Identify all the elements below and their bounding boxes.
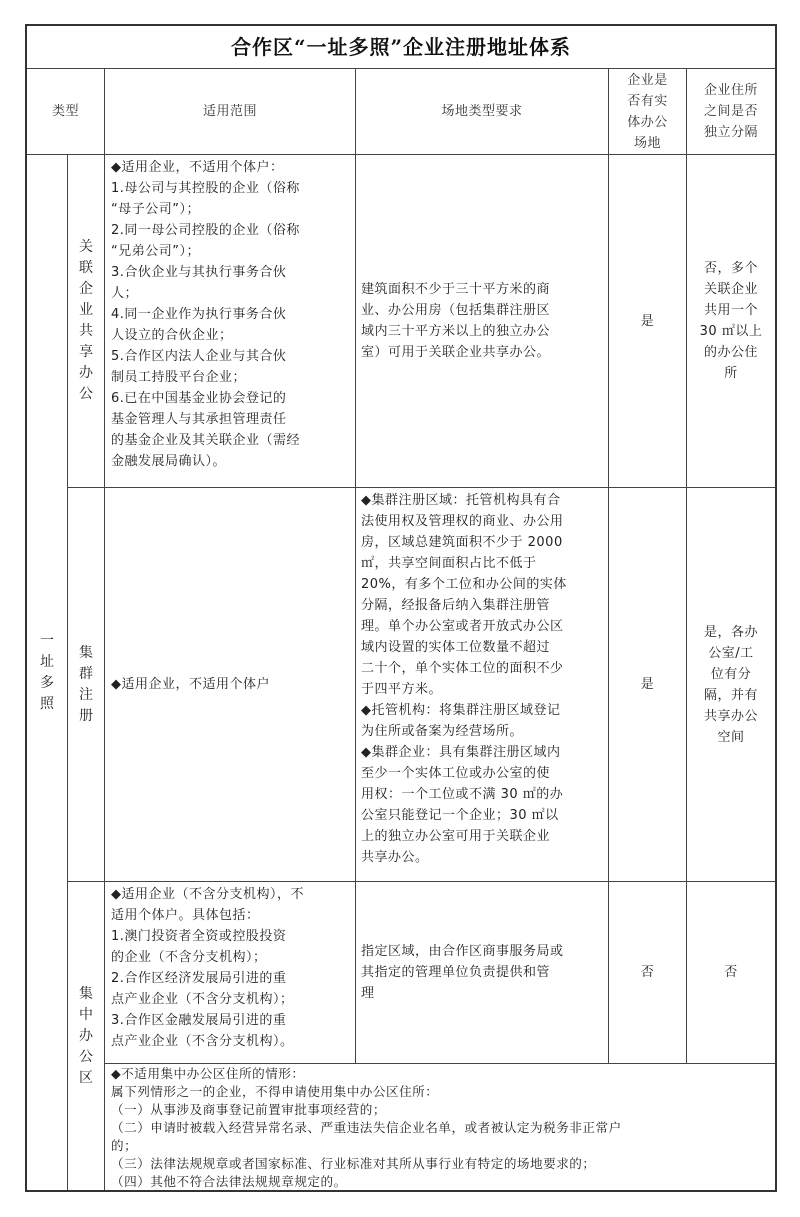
- site-line: 公室只能登记一个企业；30 ㎡以: [361, 808, 559, 823]
- table-title: 合作区“一址多照”企业注册地址体系: [230, 35, 571, 59]
- site-line: 上的独立办公室可用于关联企业: [361, 829, 551, 844]
- separation-line: 隔，并有: [703, 687, 758, 703]
- note-lines: [111, 1065, 771, 1191]
- rule: [104, 68, 105, 1190]
- scope-line: 3.合伙企业与其执行事务合伙: [111, 265, 287, 280]
- site-line: 共享办公。: [361, 850, 429, 865]
- scope-line: 点产业企业（不含分支机构）；: [111, 992, 294, 1007]
- row-site-cell: [361, 882, 607, 1063]
- site-line: 理。单个办公室或者开放式办公区: [361, 619, 564, 634]
- note-line: 属下列情形之一的企业，不得申请使用集中办公区住所：: [111, 1084, 439, 1099]
- row-office-cell: 否: [640, 965, 655, 980]
- site-line: 20%，有多个工位和办公间的实体: [361, 577, 567, 592]
- header-office-line: 体办公: [627, 114, 668, 130]
- site-line: 室）可用于关联企业共享办公。: [361, 345, 551, 360]
- separation-line: 空间: [717, 729, 745, 745]
- row-type-text: 集中办公区: [79, 985, 94, 1086]
- note-cell: [111, 1065, 771, 1191]
- site-line: ◆集群注册区域：托管机构具有合: [361, 493, 561, 508]
- site-line: 为住所或备案为经营场所。: [361, 724, 524, 739]
- scope-line: 的基金企业及其关联企业（需经: [111, 433, 301, 448]
- separation-line: 30 ㎡以上: [699, 324, 763, 339]
- header-sep-line: 独立分隔: [703, 125, 758, 140]
- scope-line: 4.同一企业作为执行事务合伙: [111, 307, 287, 322]
- scope-line: “母子公司”）；: [111, 202, 200, 217]
- group-label: [27, 155, 67, 1190]
- note-line: ◆不适用集中办公区住所的情形：: [111, 1066, 305, 1081]
- scope-line: 基金管理人与其承担管理责任: [111, 412, 287, 427]
- header-separation-lines: [704, 80, 758, 143]
- row-type-text: 关联企业共享办公: [79, 239, 94, 402]
- site-line: 其指定的管理单位负责提供和管: [361, 965, 551, 980]
- site-line: 至少一个实体工位或办公室的使: [361, 766, 551, 781]
- scope-line: 金融发展局确认）。: [111, 454, 227, 469]
- site-line: 用权：一个工位或不满 30 ㎡的办: [361, 787, 564, 802]
- row-site-cell: [361, 490, 607, 868]
- site-line: 分隔，经报备后纳入集群注册管: [361, 598, 551, 613]
- scope-line: “兄弟公司”）；: [111, 244, 200, 259]
- separation-line: 否，多个: [703, 261, 758, 276]
- header-sep-line: 企业住所: [703, 83, 758, 98]
- row-scope-cell: [111, 884, 355, 1052]
- site-line: 房，区域总建筑面积不少于 2000: [361, 535, 563, 550]
- scope-line: 3.合作区金融发展局引进的重: [111, 1013, 287, 1028]
- site-line: 二十个，单个实体工位的面积不少: [361, 661, 564, 676]
- site-line: ㎡，共享空间面积占比不低于: [361, 556, 537, 571]
- separation-line: 关联企业: [703, 282, 758, 297]
- scope-line: 6.已在中国基金业协会登记的: [111, 391, 287, 406]
- group-label-text: 一址多照: [40, 632, 55, 712]
- scope-line: ◆适用企业（不含分支机构），不: [111, 887, 304, 902]
- note-line: （三）法律法规规章或者国家标准、行业标准对其所从事行业有特定的场地要求的；: [111, 1156, 596, 1171]
- row-scope-cell: [111, 488, 355, 881]
- row-separation-lines: [704, 622, 758, 748]
- scope-line: 人；: [111, 286, 139, 301]
- note-line: （一）从事涉及商事登记前置审批事项经营的；: [111, 1102, 386, 1117]
- header-office-lines: [627, 70, 668, 154]
- header-separation: [687, 69, 775, 154]
- scope-line: 1.澳门投资者全资或控股投资: [111, 929, 287, 944]
- scope-line: 的企业（不含分支机构）；: [111, 950, 267, 965]
- row-type-label: [68, 488, 104, 881]
- site-line: 法使用权及管理权的商业、办公用: [361, 514, 564, 529]
- separation-line: 共用一个: [703, 303, 758, 318]
- row-scope-cell: [111, 157, 355, 472]
- header-office-line: 企业是: [627, 72, 668, 88]
- header-scope: 适用范围: [202, 104, 257, 119]
- site-line: ◆托管机构：将集群注册区域登记: [361, 703, 561, 718]
- site-line: 建筑面积不少于三十平方米的商: [361, 282, 551, 297]
- scope-line: 点产业企业（不含分支机构）。: [111, 1034, 294, 1049]
- header-sep-line: 之间是否: [703, 104, 758, 119]
- scope-line: 5.合作区内法人企业与其合伙: [111, 349, 287, 364]
- header-type: 类型: [51, 104, 79, 119]
- site-line: 域内三十平方米以上的独立办公: [361, 324, 551, 339]
- row-separation-cell: [687, 155, 775, 487]
- row-scope-lines: [111, 157, 355, 472]
- row-type-text: 集群注册: [79, 644, 94, 724]
- row-site-lines: [361, 490, 607, 868]
- site-line: 指定区域，由合作区商事服务局或: [361, 944, 564, 959]
- row-site-cell: [361, 155, 607, 487]
- header-site: 场地类型要求: [441, 104, 523, 119]
- row-scope-lines: [111, 884, 355, 1052]
- rule: [355, 68, 356, 1063]
- separation-line: 公室/工: [708, 645, 754, 661]
- scope-line: ◆适用企业，不适用个体户: [111, 677, 270, 692]
- row-separation-lines: [700, 258, 763, 384]
- site-line: 理: [361, 986, 375, 1001]
- scope-line: 制员工持股平台企业；: [111, 370, 247, 385]
- separation-line: 的办公住: [703, 345, 758, 360]
- site-line: ◆集群企业：具有集群注册区域内: [361, 745, 561, 760]
- scope-line: 2.同一母公司控股的企业（俗称: [111, 223, 300, 238]
- header-office-line: 否有实: [627, 93, 668, 109]
- site-line: 于四平方米。: [361, 682, 443, 697]
- row-separation-cell: [687, 488, 775, 881]
- scope-line: 人设立的合伙企业；: [111, 328, 233, 343]
- row-office-cell: 是: [640, 313, 655, 329]
- scope-line: 适用个体户。具体包括：: [111, 908, 260, 923]
- row-site-lines: [361, 279, 607, 363]
- site-line: 业、办公用房（包括集群注册区: [361, 303, 551, 318]
- separation-line: 是，各办: [703, 624, 758, 640]
- row-type-label: [68, 882, 104, 1190]
- scope-line: 2.合作区经济发展局引进的重: [111, 971, 287, 986]
- rule: [104, 1063, 775, 1064]
- scope-line: ◆适用企业，不适用个体户：: [111, 160, 284, 175]
- row-site-lines: [361, 941, 607, 1004]
- note-line: （四）其他不符合法律法规规章规定的。: [111, 1174, 347, 1189]
- scope-line: 1.母公司与其控股的企业（俗称: [111, 181, 300, 196]
- header-office-line: 场地: [633, 135, 661, 151]
- note-line: （二）申请时被载入经营异常名录、严重违法失信企业名单，或者被认定为税务非正常户: [111, 1120, 622, 1135]
- header-office: [609, 69, 686, 154]
- row-separation-cell: [687, 882, 775, 1063]
- separation-line: 位有分: [710, 666, 752, 682]
- registration-address-table: [25, 24, 777, 1192]
- separation-line: 所: [724, 366, 738, 381]
- note-line: 的；: [111, 1138, 138, 1153]
- site-line: 域内设置的实体工位数量不超过: [361, 640, 551, 655]
- row-separation-lines: [724, 962, 738, 983]
- separation-line: 否: [724, 965, 738, 980]
- separation-line: 共享办公: [703, 708, 758, 724]
- row-scope-lines: [111, 674, 355, 695]
- row-office-cell: 是: [640, 677, 655, 692]
- row-type-label: [68, 155, 104, 487]
